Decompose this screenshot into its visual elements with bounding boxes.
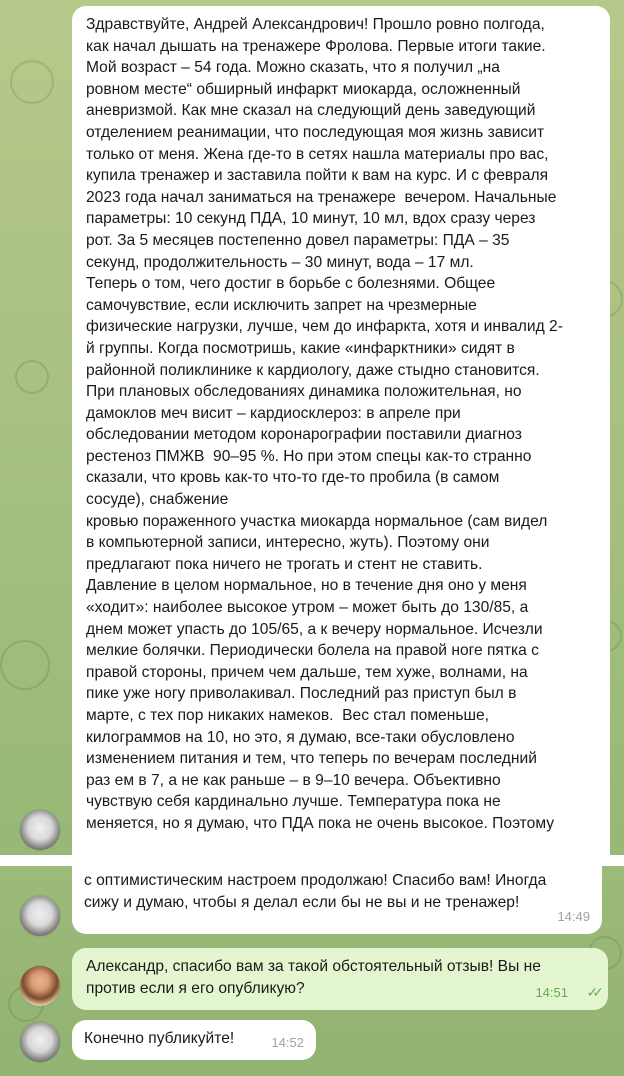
wallpaper-doodle	[15, 360, 49, 394]
message-time: 14:52	[271, 1035, 304, 1051]
message-text: Александр, спасибо вам за такой обстоятельный отзыв! Вы не против если я его опубликую?	[86, 958, 541, 997]
message-bubble-outgoing[interactable]	[72, 948, 608, 1010]
wallpaper-doodle	[10, 60, 54, 104]
chat-wallpaper-bottom	[0, 866, 624, 1076]
sender-avatar[interactable]	[20, 1022, 60, 1062]
sender-avatar[interactable]	[20, 896, 60, 936]
message-text: Конечно публикуйте!	[84, 1030, 235, 1047]
wallpaper-doodle	[0, 640, 50, 690]
message-time: 14:49	[557, 909, 590, 925]
sender-avatar[interactable]	[20, 810, 60, 850]
message-time: 14:51	[535, 985, 568, 1001]
message-text: Здравствуйте, Андрей Александрович! Прошло ровно полгода, как начал дышать на тренажере Фролова. Первые итоги такие. Мой возраст – 54 года. Можно сказать, что я получил „на ровном месте“ обширный инфаркт миокарда, осложненный аневризмой. Как мне сказал на следующий день заведующий отделением реанимации, что последующая моя жизнь зависит только от меня. Жена где-то в сетях нашла материалы про вас, купила тренажер и заставила пойти к вам на курс. И с февраля 2023 года начал заниматься на тренажере вечером. Начальные параметры: 10 секунд ПДА, 10 минут, 10 мл, вдох сразу через рот. За 5 месяцев постепенно довел параметры: ПДА – 35 секунд, продолжительность – 30 минут, вода – 17 мл. Теперь о том, чего достиг в борьбе с болезнями. Общее самочувствие, если исключить запрет на чрезмерные физические нагрузки, лучше, чем до инфаркта, хотя и инвалид 2- й группы. Когда посмотришь, какие «инфарктники» сидят в районной поликлинике к кардиологу, даже стыдно становится. При плановых обследованиях динамика положительная, но дамоклов меч висит – кардиосклероз: в апреле при обследовании методом коронарографии поставили диагноз рестеноз ПМЖВ 90–95 %. Но при этом спецы как-то странно сказали, что кровь как-то что-то где-то пробила (в самом сосуде), снабжение кровью пораженного участка миокарда нормальное (сам видел в компьютерной записи, интересно, жуть). Поэтому они предлагают пока ничего не трогать и стент не ставить. Давление в целом нормальное, но в течение дня оно у меня «ходит»: наиболее высокое утром – может быть до 130/85, а днем может упасть до 105/65, а к вечеру нормальное. Исчезли мелкие болячки. Периодически болела на правой ноге пятка с правой стороны, причем чем дальше, тем хуже, волнами, на пике уже ногу приволакивал. Последний раз приступ был в марте, с тех пор никаких намеков. Вес стал поменьше, килограммов на 10, но это, я думаю, все-таки обусловлено изменением питания и тем, что теперь по вечерам последний раз ем в 7, а не как раньше – в 9–10 вечера. Объективно чувствую себя кардинально лучше. Температура пока не меняется, но я думаю, что ПДА пока не очень высокое. Поэтому	[86, 16, 563, 832]
my-avatar[interactable]	[20, 966, 60, 1006]
message-bubble-short[interactable]	[72, 1020, 316, 1060]
message-text: с оптимистическим настроем продолжаю! Спасибо вам! Иногда сижу и думаю, чтобы я делал если бы не вы и не тренажер!	[84, 872, 547, 911]
message-bubble-continuation[interactable]	[72, 866, 602, 934]
double-check-read-icon: ✓✓	[586, 984, 598, 1001]
message-bubble-long[interactable]	[72, 6, 610, 855]
